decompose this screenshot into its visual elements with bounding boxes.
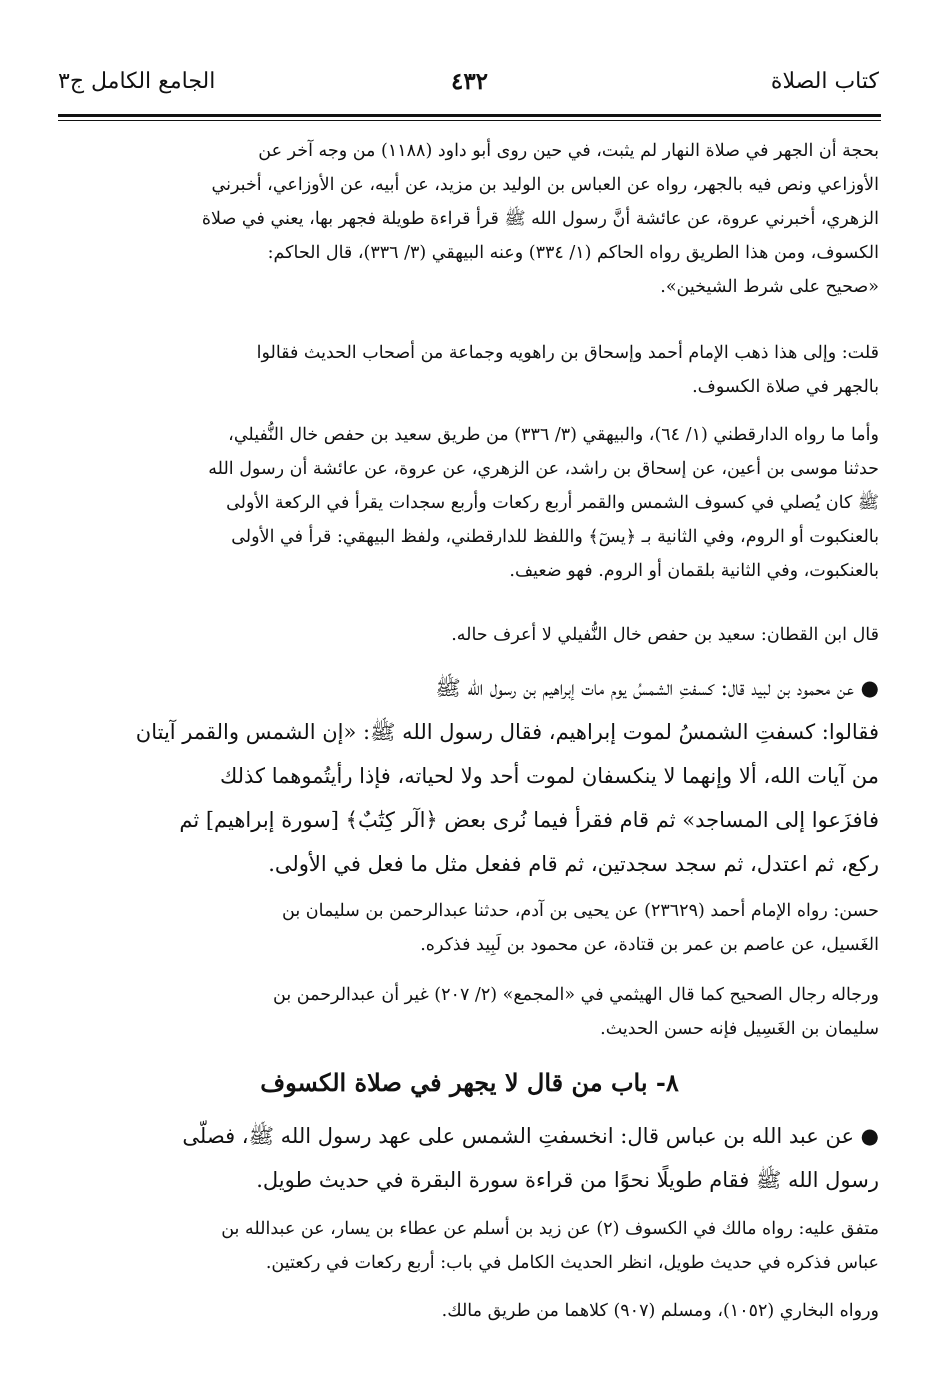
text-line: قلت: وإلى هذا ذهب الإمام أحمد وإسحاق بن راهويه وجماعة من أصحاب الحديث فقالوا — [256, 343, 879, 363]
text-line: رسول الله ﷺ فقام طويلًا نحوًا من قراءة سورة البقرة في حديث طويل. — [256, 1168, 879, 1192]
paragraph-commentary-3 — [64, 418, 879, 588]
text-line: قال ابن القطان: سعيد بن حفص خال النُّفيلي لا أعرف حاله. — [451, 625, 879, 645]
text-line: بحجة أن الجهر في صلاة النهار لم يثبت، في حين روى أبو داود (١١٨٨) من وجه آخر عن — [258, 141, 879, 161]
paragraph-commentary-2 — [64, 336, 879, 404]
chapter-heading — [60, 1058, 879, 1108]
text-line: من آيات الله، ألا وإنهما لا ينكسفان لموت أحد ولا لحياته، فإذا رأيتُموهما كذلك — [219, 764, 879, 788]
running-head-volume-title: الجامع الكامل ج٣ — [58, 69, 216, 94]
paragraph-grading-2 — [64, 978, 879, 1046]
text-line: سليمان بن الغَسِيل فإنه حسن الحديث. — [600, 1019, 879, 1039]
text-line: ورواه البخاري (١٠٥٢)، ومسلم (٩٠٧) كلاهما من طريق مالك. — [441, 1301, 879, 1321]
text-line: عباس فذكره في حديث طويل، انظر الحديث الكامل في باب: أربع ركعات في ركعتين. — [265, 1253, 879, 1273]
running-head-book-title: كتاب الصلاة — [770, 69, 879, 94]
header-thick-rule — [58, 114, 881, 117]
text-line: متفق عليه: رواه مالك في الكسوف (٢) عن زيد بن أسلم عن عطاء بن يسار، عن عبدالله بن — [221, 1219, 879, 1239]
text-line: الكسوف، ومن هذا الطريق رواه الحاكم (١/ ٣٣٤) وعنه البيهقي (٣/ ٣٣٦)، قال الحاكم: — [267, 243, 879, 263]
chapter-heading-text: ٨- باب من قال لا يجهر في صلاة الكسوف — [260, 1068, 679, 1097]
header-thin-rule — [58, 120, 881, 121]
text-line: «صحيح على شرط الشيخين». — [660, 277, 879, 297]
text-line: حسن: رواه الإمام أحمد (٢٣٦٢٩) عن يحيى بن آدم، حدثنا عبدالرحمن بن سليمان بن — [282, 901, 879, 921]
text-line: ● عن عبد الله بن عباس قال: انخسفتِ الشمس على عهد رسول الله ﷺ، فصلّى — [182, 1124, 879, 1148]
text-line: بالجهر في صلاة الكسوف. — [692, 377, 879, 397]
text-line: بالعنكبوت، وفي الثانية بلقمان أو الروم. فهو ضعيف. — [509, 561, 879, 581]
text-line: ● عن محمود بن لبيد قال: كسفتِ الشمسُ يوم مات إبراهيم بن رسول الله ﷺ — [435, 676, 879, 700]
paragraph-commentary-4 — [64, 618, 879, 652]
text-line: بالعنكبوت أو الروم، وفي الثانية بـ ﴿يسٓ﴾ واللفظ للدارقطني، ولفظ البيهقي: قرأ في الأولى — [231, 527, 879, 547]
text-line: الزهري، أخبرني عروة، عن عائشة أنَّ رسول الله ﷺ قرأ قراءة طويلة فجهر بها، يعني في صلاة — [201, 209, 879, 229]
text-line: وأما ما رواه الدارقطني (١/ ٦٤)، والبيهقي (٣/ ٣٣٦) من طريق سعيد بن حفص خال النُّفيلي، — [228, 425, 879, 445]
text-line: فافزَعوا إلى المساجد» ثم قام فقرأ فيما نُرى بعض ﴿الٓر كِتَٰبٌ﴾ [سورة إبراهيم] ثم — [179, 808, 879, 832]
text-line: فقالوا: كسفتِ الشمسُ لموت إبراهيم، فقال رسول الله ﷺ: «إن الشمس والقمر آيتان — [135, 720, 879, 744]
text-line: ﷺ كان يُصلي في كسوف الشمس والقمر أربع ركعات وأربع سجدات يقرأ في الركعة الأولى — [226, 493, 879, 513]
page-number: ٤٣٢ — [450, 68, 489, 95]
text-line: ورجاله رجال الصحيح كما قال الهيثمي في «المجمع» (٢/ ٢٠٧) غير أن عبدالرحمن بن — [273, 985, 879, 1005]
text-line: الأوزاعي ونص فيه بالجهر، رواه عن العباس بن الوليد بن مزيد، عن أبيه، عن الأوزاعي، أخبرني — [211, 175, 879, 195]
paragraph-commentary-1 — [64, 134, 879, 304]
text-line: ركع، ثم اعتدل، ثم سجد سجدتين، ثم قام ففعل مثل ما فعل في الأولى. — [268, 852, 879, 876]
hadith-ibn-abbas — [64, 1114, 879, 1202]
paragraph-takhrij-2 — [64, 1294, 879, 1328]
text-line: حدثنا موسى بن أعين، عن إسحاق بن راشد، عن الزهري، عن عروة، عن عائشة أن رسول الله — [208, 459, 879, 479]
hadith-mahmud-ibn-labid — [64, 666, 879, 886]
paragraph-grading-1 — [64, 894, 879, 962]
paragraph-takhrij-1 — [64, 1212, 879, 1280]
text-line: الغَسيل، عن عاصم بن عمر بن قتادة، عن محمود بن لَبِيد فذكره. — [420, 935, 879, 955]
